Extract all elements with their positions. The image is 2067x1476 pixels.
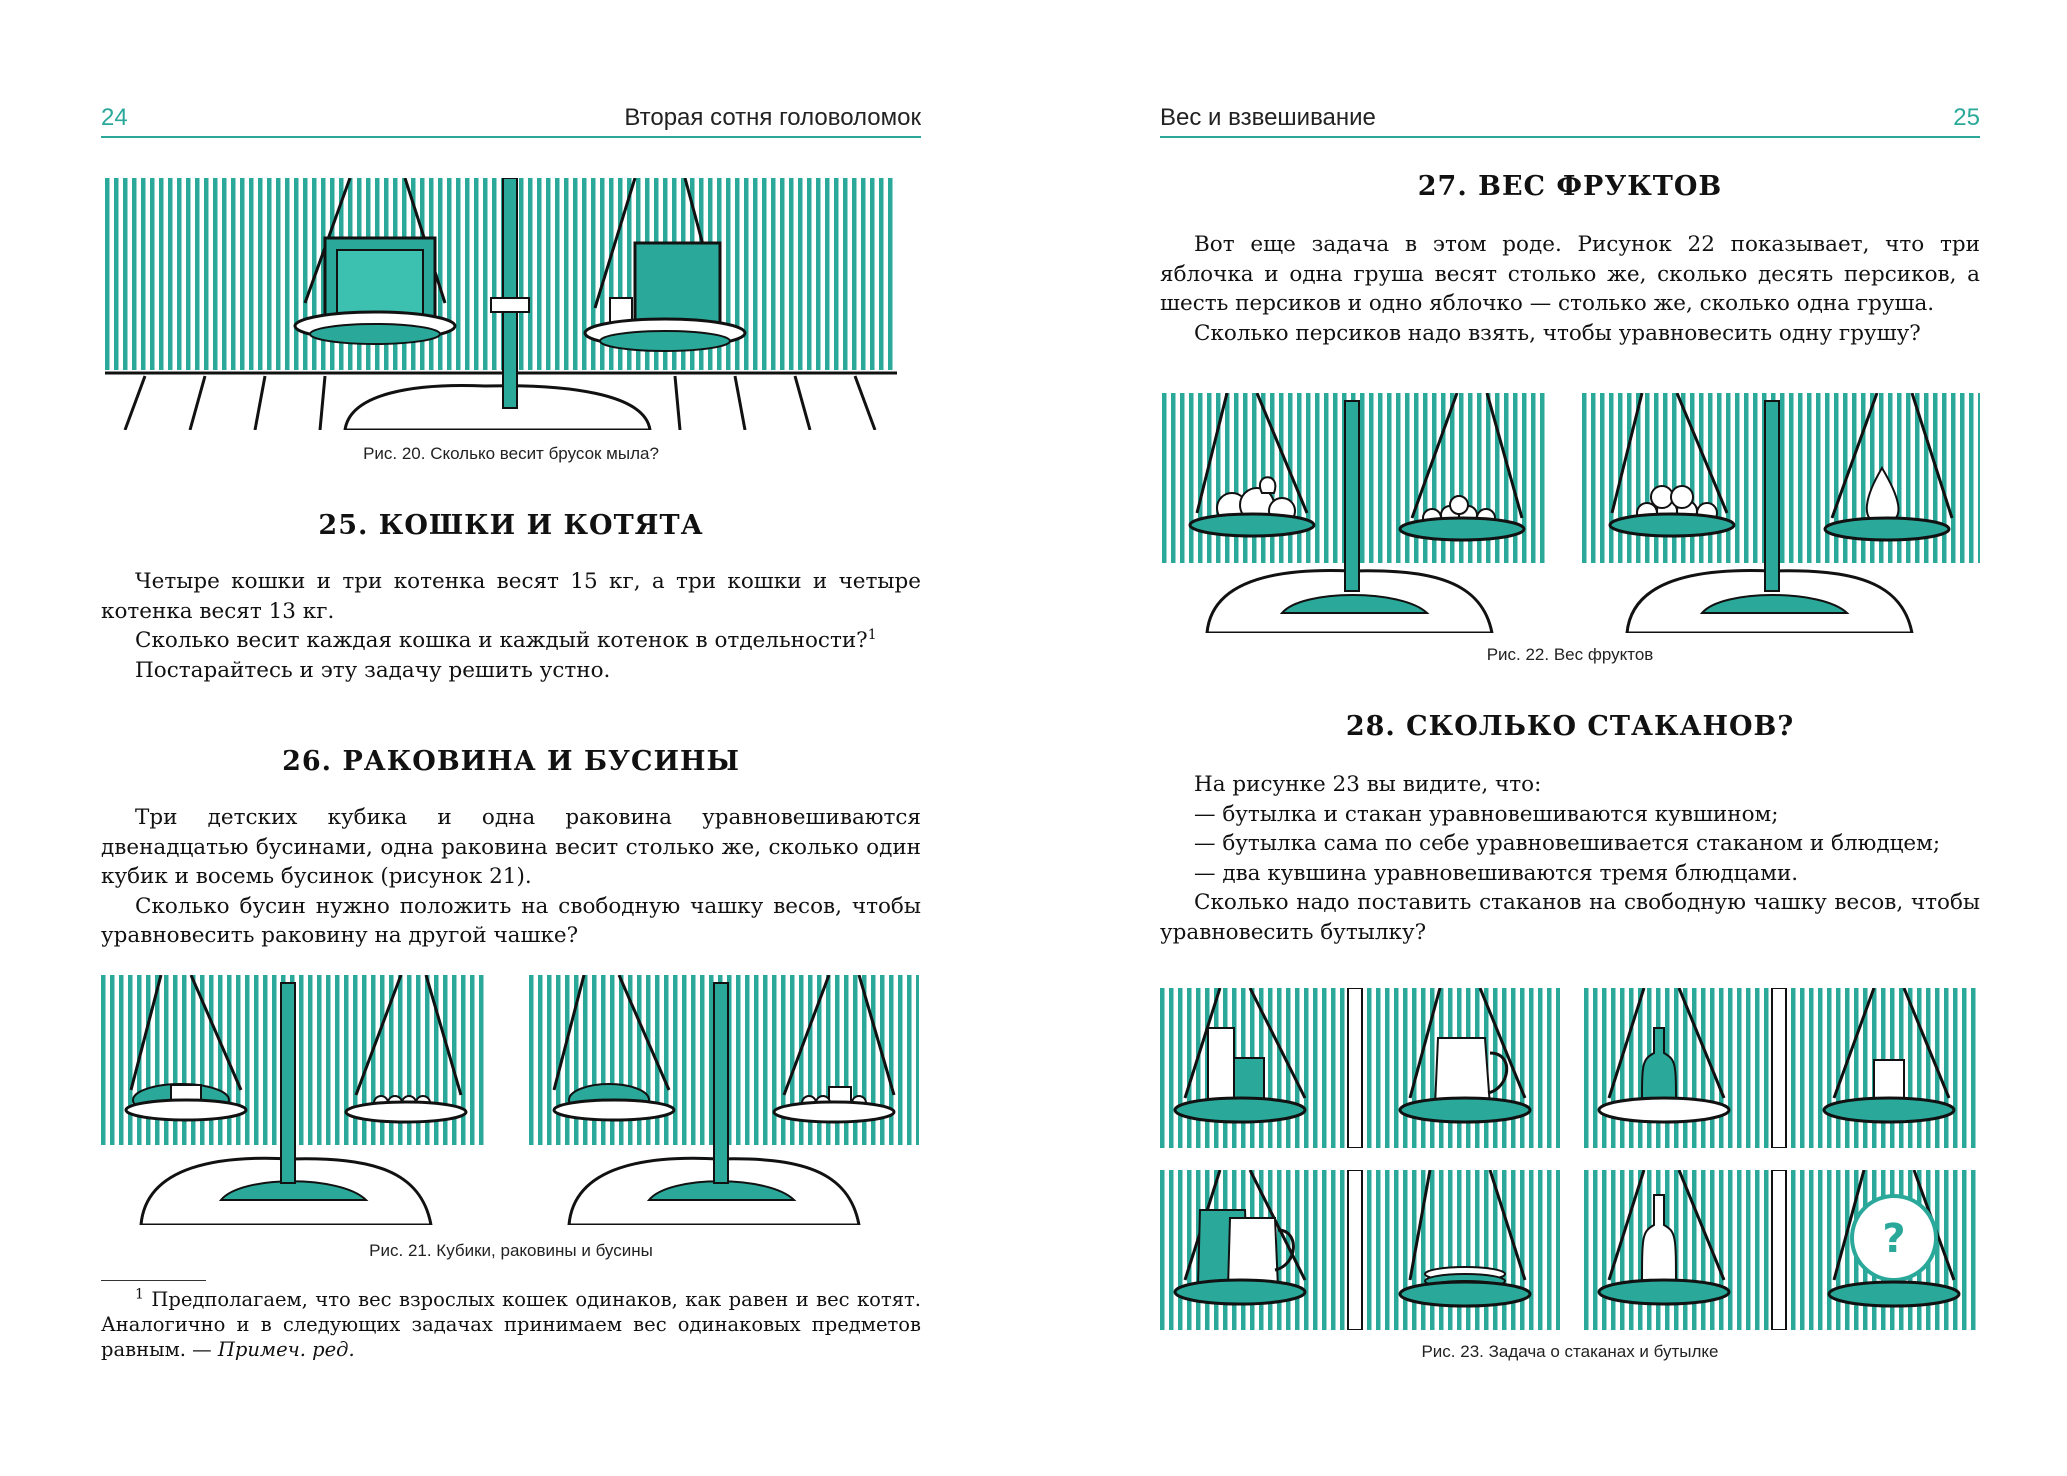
figure-23-bottle-glass-scale — [1160, 988, 1560, 1148]
figure-21-caption: Рис. 21. Кубики, раковины и бусины — [369, 1241, 653, 1260]
problem-28-heading: 28. СКОЛЬКО СТАКАНОВ? — [1345, 711, 1795, 742]
footnote-reference[interactable]: 1 — [867, 626, 877, 643]
figure-23-jugs-saucers-scale — [1160, 1170, 1560, 1330]
problem-28-intro: На рисунке 23 вы видите, что: — [1194, 772, 1542, 797]
figure-23-bottle-unknown-scale — [1584, 1170, 1980, 1330]
page-number: 24 — [101, 104, 128, 131]
running-title: Вторая сотня головоломок — [624, 104, 921, 131]
problem-27-paragraph: Вот еще задача в этом роде. Рисунок 22 показывает, что три яблочка и одна груша весят столько же, сколько десять персиков, а шесть персиков и одно яблочко — столько же, сколько одна груша. — [1160, 232, 1980, 316]
problem-25-paragraph: Четыре кошки и три котенка весят 15 кг, а три кошки и четыре котенка весят 13 кг. — [101, 569, 921, 624]
figure-22-fruit-scale-right — [1582, 393, 1980, 633]
figure-23-bottle-glass-saucer-scale — [1584, 988, 1980, 1148]
problem-28-text — [1160, 770, 1980, 947]
figure-21-shell-scale-right — [529, 975, 919, 1225]
figure-20-soap-scale — [105, 178, 897, 430]
problem-27-paragraph: Сколько персиков надо взять, чтобы уравновесить одну грушу? — [1194, 320, 1921, 346]
problem-27-text — [1160, 230, 1980, 348]
problem-25-paragraph: Постарайтесь и эту задачу решить устно. — [135, 657, 611, 683]
problem-26-heading: 26. РАКОВИНА И БУСИНЫ — [282, 746, 740, 777]
left-page-header — [101, 104, 921, 138]
page-number: 25 — [1953, 104, 1980, 131]
footnote — [101, 1287, 921, 1362]
problem-25-text — [101, 567, 921, 685]
problem-28-list-item: — два кувшина уравновешиваются тремя блюдцами. — [1194, 860, 1799, 886]
figure-21-shell-scale-left — [101, 975, 486, 1225]
footnote-mark: 1 — [135, 1286, 144, 1303]
footnote-text: Предполагаем, что вес взрослых кошек одинаков, как равен и вес котят. Аналогично и в следующих задачах принимаем вес одинаковых предметов равным. — — [101, 1288, 921, 1361]
right-page-header — [1160, 104, 1980, 138]
figure-23-caption: Рис. 23. Задача о стаканах и бутылке — [1421, 1342, 1719, 1361]
unknown-weight-question-mark: ? — [1882, 1216, 1906, 1262]
figure-22-fruit-scale-left — [1162, 393, 1547, 633]
figure-22-caption: Рис. 22. Вес фруктов — [1486, 645, 1654, 664]
problem-27-heading: 27. ВЕС ФРУКТОВ — [1417, 171, 1723, 202]
problem-25-heading: 25. КОШКИ И КОТЯТА — [318, 510, 704, 541]
problem-28-list-item: — бутылка сама по себе уравновешивается стаканом и блюдцем; — [1194, 831, 1941, 856]
footnote-divider — [101, 1280, 206, 1281]
problem-28-question: Сколько надо поставить стаканов на свободную чашку весов, чтобы уравновесить бутылку? — [1160, 890, 1980, 945]
problem-26-text — [101, 803, 921, 951]
figure-20-caption: Рис. 20. Сколько весит брусок мыла? — [363, 444, 659, 463]
problem-28-list-item: — бутылка и стакан уравновешиваются кувшином; — [1194, 801, 1779, 827]
footnote-editor-note: Примеч. ред. — [217, 1338, 355, 1361]
right-page — [1160, 0, 1980, 1476]
running-title: Вес и взвешивание — [1160, 104, 1376, 131]
problem-26-paragraph: Сколько бусин нужно положить на свободную чашку весов, чтобы уравновесить раковину на другой чашке? — [101, 893, 921, 948]
problem-25-paragraph: Сколько весит каждая кошка и каждый котенок в отдельности?$^1$ — [135, 626, 877, 653]
left-page — [101, 0, 921, 1476]
problem-26-paragraph: Три детских кубика и одна раковина уравновешиваются двенадцатью бусинами, одна раковина весит столько же, сколько один кубик и восемь бусинок (рисунок 21). — [101, 805, 921, 889]
